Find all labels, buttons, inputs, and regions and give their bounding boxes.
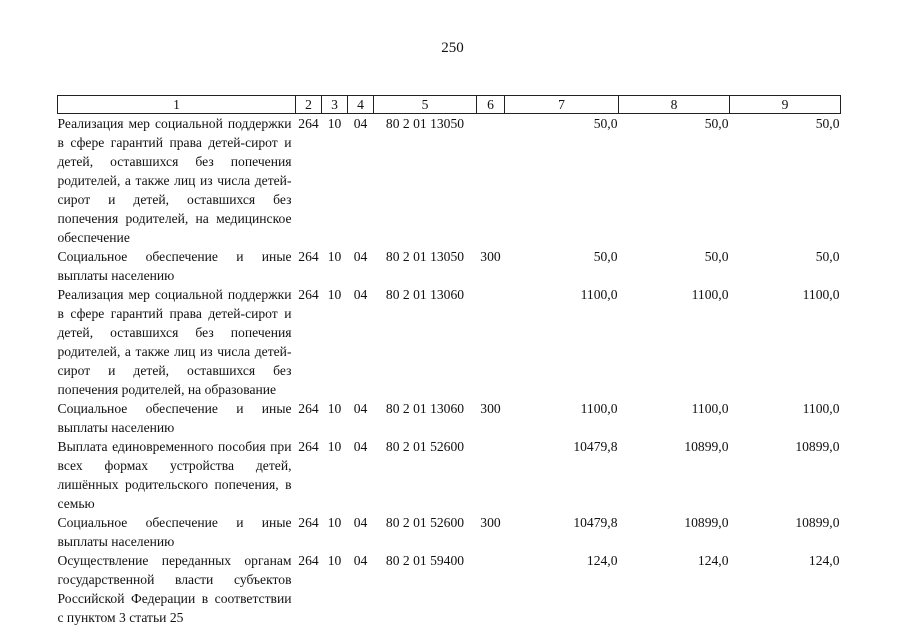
row-value-col7: 1100,0 [580,287,618,302]
row-section: 10 [327,249,342,264]
header-row [58,96,841,114]
row-target-code: 80 2 01 13060 [385,287,465,302]
table-row [58,114,841,248]
row-value-col7: 10479,8 [573,439,618,454]
header-col-4: 4 [348,96,374,114]
row-target-code: 80 2 01 59400 [385,553,465,568]
row-target-code: 80 2 01 52600 [385,439,465,454]
row-target-code: 80 2 01 52600 [385,515,465,530]
table-row [58,247,841,285]
row-value-col9: 1100,0 [802,401,840,416]
row-chapter: 264 [298,116,319,131]
row-chapter: 264 [298,401,319,416]
row-name: Реализация мер социальной поддержки в сфере гарантий права детей-сирот и детей, оставшихся без попечения родителей, а также лиц из числа детей-сирот и детей, оставшихся без попечения родителей, на медицинское обеспечение [57,116,292,245]
table-row [58,285,841,399]
row-value-col7: 124,0 [586,553,618,568]
header-col-9: 9 [730,96,841,114]
row-chapter: 264 [298,553,319,568]
row-expense-type [477,114,505,248]
row-subsection: 04 [353,553,368,568]
row-section: 10 [327,287,342,302]
row-name: Социальное обеспечение и иные выплаты населению [57,515,292,549]
row-value-col8: 124,0 [697,553,729,568]
row-value-col8: 50,0 [704,249,729,264]
row-chapter: 264 [298,287,319,302]
row-subsection: 04 [353,439,368,454]
row-expense-type: 300 [480,249,501,264]
row-value-col9: 1100,0 [802,287,840,302]
row-name: Социальное обеспечение и иные выплаты населению [57,249,292,283]
table-body [58,114,841,628]
row-value-col8: 10899,0 [684,515,729,530]
row-value-col9: 50,0 [815,116,840,131]
row-value-col9: 50,0 [815,249,840,264]
row-value-col8: 50,0 [704,116,729,131]
row-value-col8: 1100,0 [691,287,729,302]
row-section: 10 [327,401,342,416]
row-value-col8: 1100,0 [691,401,729,416]
row-chapter: 264 [298,249,319,264]
header-col-2: 2 [296,96,322,114]
table-row [58,551,841,627]
row-value-col9: 10899,0 [795,515,840,530]
row-target-code: 80 2 01 13060 [385,401,465,416]
header-col-6: 6 [477,96,505,114]
row-expense-type [477,285,505,399]
row-expense-type: 300 [480,515,501,530]
row-subsection: 04 [353,401,368,416]
row-expense-type [477,551,505,627]
row-value-col7: 50,0 [593,249,618,264]
row-target-code: 80 2 01 13050 [385,116,465,131]
row-expense-type: 300 [480,401,501,416]
row-section: 10 [327,553,342,568]
header-col-7: 7 [505,96,619,114]
row-value-col9: 10899,0 [795,439,840,454]
row-section: 10 [327,439,342,454]
table-row [58,513,841,551]
table-row [58,437,841,513]
row-subsection: 04 [353,249,368,264]
row-section: 10 [327,515,342,530]
row-section: 10 [327,116,342,131]
row-name: Социальное обеспечение и иные выплаты населению [57,401,292,435]
header-col-8: 8 [619,96,730,114]
row-name: Выплата единовременного пособия при всех формах устройства детей, лишённых родительского попечения, в семью [57,439,292,511]
row-subsection: 04 [353,287,368,302]
budget-table [57,95,841,627]
header-col-1: 1 [58,96,296,114]
row-subsection: 04 [353,116,368,131]
header-col-3: 3 [322,96,348,114]
row-value-col8: 10899,0 [684,439,729,454]
row-expense-type [477,437,505,513]
row-value-col9: 124,0 [808,553,840,568]
row-target-code: 80 2 01 13050 [385,249,465,264]
page-number: 250 [441,40,464,56]
row-subsection: 04 [353,515,368,530]
row-name: Осуществление переданных органам государственной власти субъектов Российской Федерации в соответствии с пунктом 3 статьи 25 [57,553,292,625]
row-chapter: 264 [298,515,319,530]
row-value-col7: 1100,0 [580,401,618,416]
header-col-5: 5 [374,96,477,114]
table-row [58,399,841,437]
row-value-col7: 10479,8 [573,515,618,530]
row-name: Реализация мер социальной поддержки в сфере гарантий права детей-сирот и детей, оставшихся без попечения родителей, а также лиц из числа детей-сирот и детей, оставшихся без попечения родителей, на образование [57,287,292,397]
row-chapter: 264 [298,439,319,454]
row-value-col7: 50,0 [593,116,618,131]
